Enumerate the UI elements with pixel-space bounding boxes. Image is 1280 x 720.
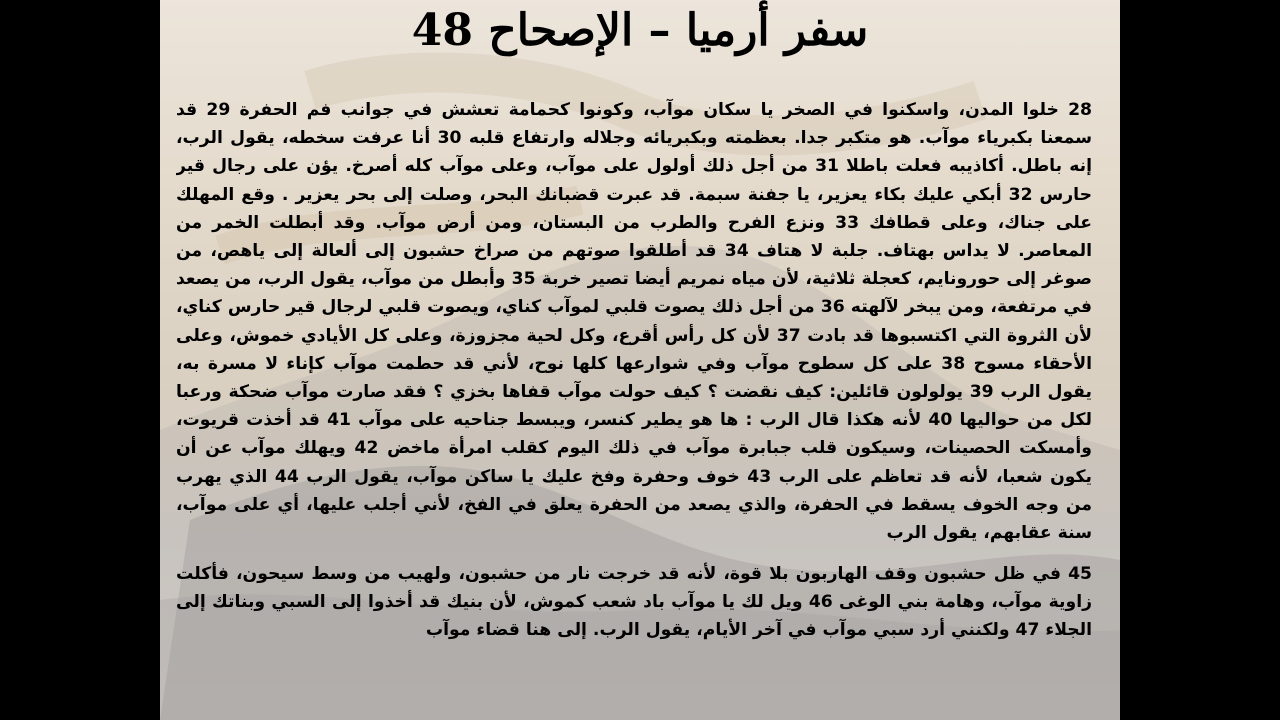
scripture-paragraph: 45 في ظل حشبون وقف الهاربون بلا قوة، لأنه قد خرجت نار من حشبون، ولهيب من وسط سيحون، فأكلت زاوية موآب، وهامة بني الوغى 46 ويل لك يا موآب باد شعب كموش، لأن بنيك قد أخذوا إلى السبي وبناتك إلى الجلاء 47 ولكنني أرد سبي موآب في آخر الأيام، يقول الرب. إلى هنا قضاء موآب [176,564,1092,641]
slide [160,0,1120,720]
scripture-paragraph: 28 خلوا المدن، واسكنوا في الصخر يا سكان موآب، وكونوا كحمامة تعشش في جوانب فم الحفرة 29 قد سمعنا بكبرياء موآب. هو متكبر جدا. بعظمته وبكبريائه وجلاله وارتفاع قلبه 30 أنا عرفت سخطه، يقول الرب، إنه باطل. أكاذيبه فعلت باطلا 31 من أجل ذلك أولول على موآب، وعلى موآب كله أصرخ. يؤن على رجال قير حارس 32 أبكي عليك بكاء يعزير، يا جفنة سبمة. قد عبرت قضبانك البحر، وصلت إلى بحر يعزير . وقع المهلك على جناك، وعلى قطافك 33 ونزع الفرح والطرب من البستان، ومن أرض موآب. وقد أبطلت الخمر من المعاصر. لا يداس بهتاف. جلبة لا هتاف 34 قد أطلقوا صوتهم من صراخ حشبون إلى ألعالة إلى ياهص، من صوغر إلى حورونايم، كعجلة ثلاثية، لأن مياه نمريم أيضا تصير خربة 35 وأبطل من موآب، يقول الرب، من يصعد في مرتفعة، ومن يبخر لآلهته 36 من أجل ذلك يصوت قلبي لموآب كناي، ويصوت قلبي لرجال قير حارس كناي، لأن الثروة التي اكتسبوها قد بادت 37 لأن كل رأس أقرع، وكل لحية مجزوزة، وعلى كل الأيادي خموش، وعلى الأحقاء مسوح 38 على كل سطوح موآب وفي شوارعها كلها نوح، لأني قد حطمت موآب كإناء لا مسرة به، يقول الرب 39 يولولون قائلين: كيف نقضت ؟ كيف حولت موآب قفاها بخزي ؟ فقد صارت موآب ضحكة ورعبا لكل من حواليها 40 لأنه هكذا قال الرب : ها هو يطير كنسر، ويبسط جناحيه على موآب 41 قد أخذت قريوت، وأمسكت الحصينات، وسيكون قلب جبابرة موآب في ذلك اليوم كقلب امرأة ماخض 42 ويهلك موآب عن أن يكون شعبا، لأنه قد تعاظم على الرب 43 خوف وحفرة وفخ عليك يا ساكن موآب، يقول الرب 44 الذي يهرب من وجه الخوف يسقط في الحفرة، والذي يصعد من الحفرة يعلق في الفخ، لأني أجلب عليها، أي على موآب، سنة عقابهم، يقول الرب [176,100,1092,544]
page-title: سفر أرميا – الإصحاح 48 [411,5,869,56]
